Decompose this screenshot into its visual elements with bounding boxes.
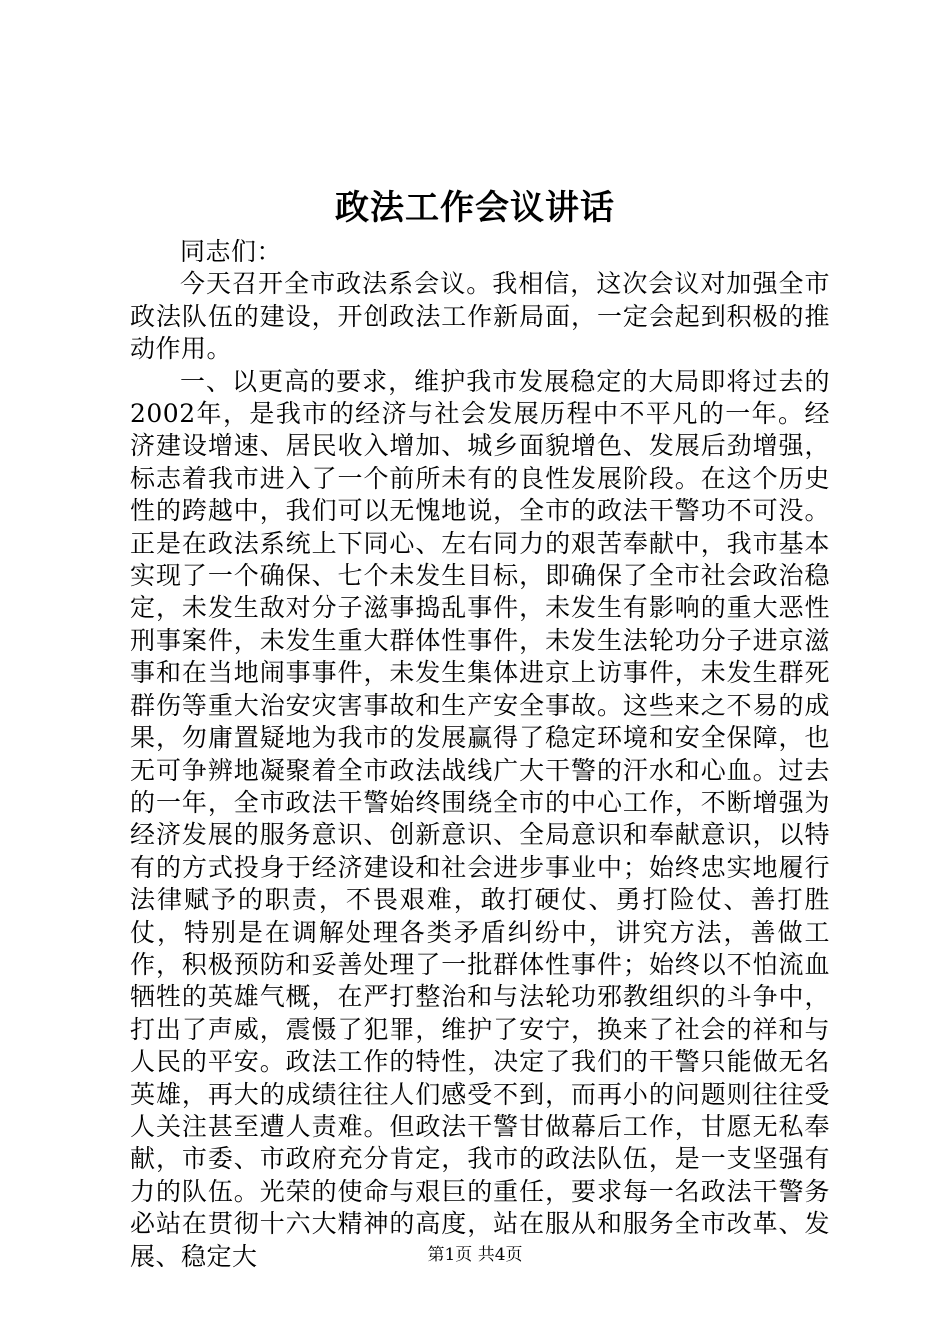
document-title: 政法工作会议讲话 [335, 188, 615, 228]
paragraph-section-one: 一、以更高的要求，维护我市发展稳定的大局即将过去的2002年，是我市的经济与社会发展历程中不平凡的一年。经济建设增速、居民收入增加、城乡面貌增色、发展后劲增强，标志着我市进入了一个前所未有的良性发展阶段。在这个历史性的跨越中，我们可以无愧地说，全市的政法干警功不可没。正是在政法系统上下同心、左右同力的艰苦奉献中，我市基本实现了一个确保、七个未发生目标，即确保了全市社会政治稳定，未发生敌对分子滋事捣乱事件，未发生有影响的重大恶性刑事案件，未发生重大群体性事件，未发生法轮功分子进京滋事和在当地闹事事件，未发生集体进京上访事件，未发生群死群伤等重大治安灾害事故和生产安全事故。这些来之不易的成果，勿庸置疑地为我市的发展赢得了稳定环境和安全保障，也无可争辨地凝聚着全市政法战线广大干警的汗水和心血。过去的一年，全市政法干警始终围绕全市的中心工作，不断增强为经济发展的服务意识、创新意识、全局意识和奉献意识，以特有的方式投身于经济建设和社会进步事业中；始终忠实地履行法律赋予的职责，不畏艰难，敢打硬仗、勇打险仗、善打胜仗，特别是在调解处理各类矛盾纠纷中，讲究方法，善做工作，积极预防和妥善处理了一批群体性事件；始终以不怕流血牺牲的英雄气概，在严打整治和与法轮功邪教组织的斗争中，打出了声威，震慑了犯罪，维护了安宁，换来了社会的祥和与人民的平安。政法工作的特性，决定了我们的干警只能做无名英雄，再大的成绩往往人们感受不到，而再小的问题则往往受人关注甚至遭人责难。但政法干警甘做幕后工作，甘愿无私奉献，市委、市政府充分肯定，我市的政法队伍，是一支坚强有力的队伍。光荣的使命与艰巨的重任，要求每一名政法干警务必站在贯彻十六大精神的高度，站在服从和服务全市改革、发展、稳定大 [130, 366, 830, 1271]
paragraph-salutation: 同志们： [180, 237, 283, 266]
paragraph-opening: 今天召开全市政法系会议。我相信，这次会议对加强全市政法队伍的建设，开创政法工作新局面，一定会起到积极的推动作用。 [130, 269, 830, 364]
document-body [130, 236, 830, 1273]
page-footer: 第1页 共4页 [427, 1245, 523, 1265]
